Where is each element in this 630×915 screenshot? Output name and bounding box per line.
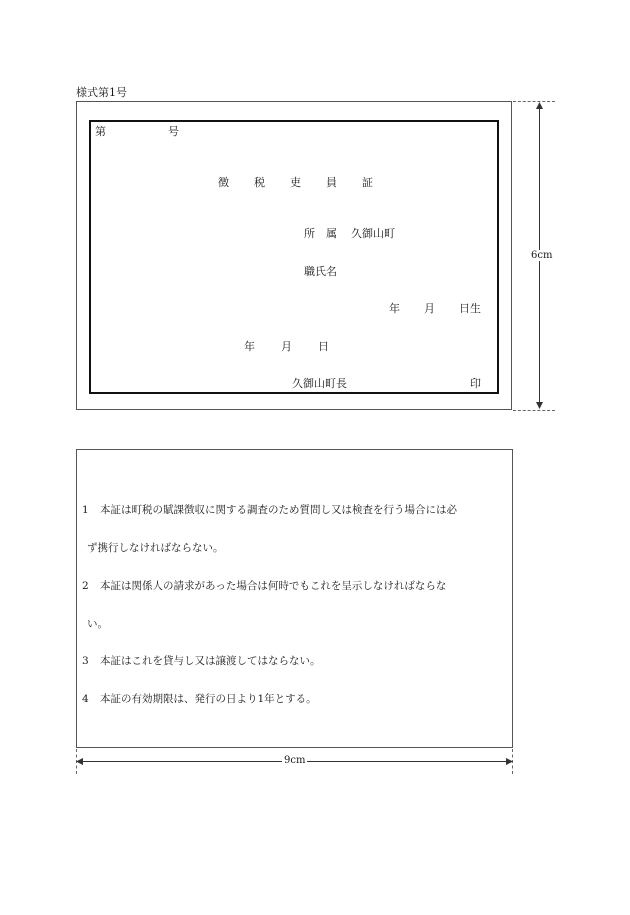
card-title-char: 吏 (290, 176, 301, 189)
arrow-left-icon (76, 757, 84, 766)
card-number-prefix: 第 (95, 125, 106, 138)
birth-year-label: 年 (389, 302, 400, 315)
width-dimension-label: 9cm (284, 755, 306, 766)
note-number: 4 (82, 693, 89, 705)
issuer-name: 久御山町長 (292, 377, 347, 390)
birth-month-label: 月 (424, 302, 435, 315)
note-number: 3 (82, 655, 89, 667)
arrow-right-icon (505, 757, 513, 766)
note-number: 1 (82, 504, 89, 516)
card-title-char: 徴 (218, 176, 229, 189)
name-label: 職氏名 (304, 265, 337, 278)
seal-mark: 印 (470, 377, 481, 390)
note-text-continued: い。 (87, 618, 108, 630)
note-text: 本証の有効期限は、発行の日より1年とする。 (100, 693, 317, 705)
card-title-char: 証 (362, 176, 373, 189)
issue-year-label: 年 (244, 340, 255, 353)
affiliation-value: 久御山町 (351, 227, 395, 240)
card-number-suffix: 号 (168, 125, 179, 138)
note-text: 本証は町税の賦課徴収に関する調査のため質問し又は検査を行う場合には必 (100, 504, 457, 516)
form-label: 様式第1号 (76, 86, 127, 99)
arrow-down-icon (535, 402, 544, 410)
affiliation-label: 所 属 (304, 227, 337, 240)
note-text-continued: ず携行しなければならない。 (87, 542, 224, 554)
height-extension-line-bottom (513, 410, 555, 411)
issue-month-label: 月 (281, 340, 292, 353)
height-extension-line-top (513, 101, 555, 102)
issue-day-label: 日 (318, 340, 329, 353)
note-text: 本証は関係人の請求があった場合は何時でもこれを呈示しなければならな (100, 580, 447, 592)
id-card-inner-frame (89, 120, 499, 394)
height-dimension-label: 6cm (531, 250, 553, 261)
arrow-up-icon (535, 102, 544, 110)
card-title-char: 税 (254, 176, 265, 189)
note-number: 2 (82, 580, 89, 592)
note-text: 本証はこれを貸与し又は譲渡してはならない。 (100, 655, 321, 667)
birth-day-label: 日生 (459, 302, 481, 315)
card-title-char: 員 (326, 176, 337, 189)
